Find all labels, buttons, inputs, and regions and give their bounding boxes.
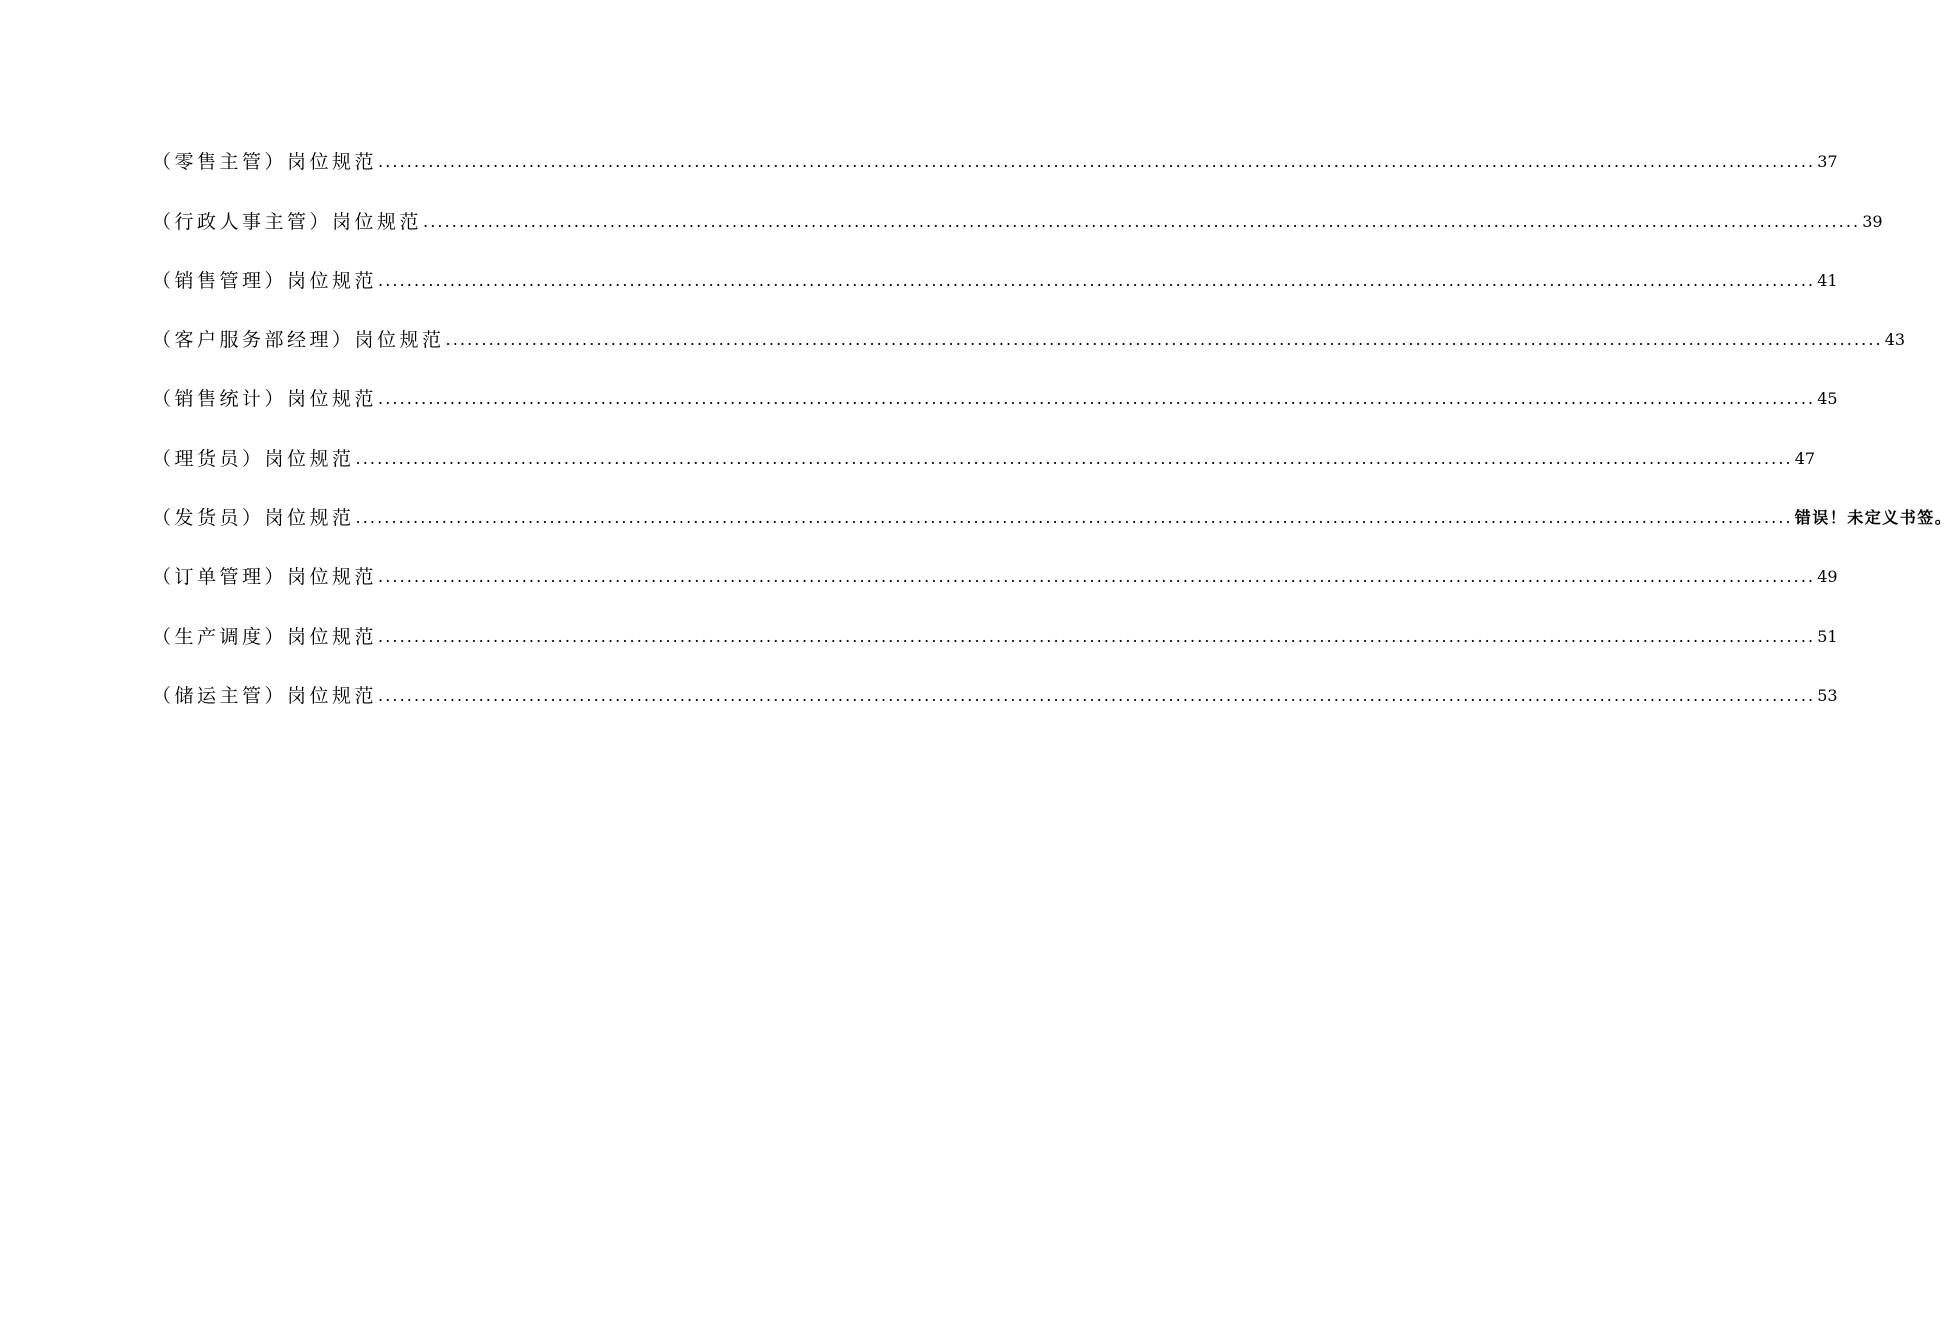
toc-entry-title: （发货员）岗位规范 xyxy=(152,507,355,530)
toc-entry[interactable] xyxy=(152,667,1838,726)
toc-entry[interactable] xyxy=(152,429,1816,488)
toc-dot-leader: ........................................................................................................................................................................................................ xyxy=(378,270,1816,290)
toc-entry-title: （储运主管）岗位规范 xyxy=(152,684,378,707)
toc-entry-title: （销售管理）岗位规范 xyxy=(152,269,378,292)
toc-entry-page: 41 xyxy=(1817,270,1838,290)
toc-entry-page: 39 xyxy=(1862,211,1883,231)
toc-entry-page-error: 错误！未定义书签。 xyxy=(1794,508,1952,528)
toc-entry[interactable] xyxy=(152,252,1838,311)
toc-entry[interactable] xyxy=(152,489,1952,548)
toc-entry[interactable] xyxy=(152,133,1838,192)
toc-entry[interactable] xyxy=(152,607,1838,666)
toc-entry-title: （零售主管）岗位规范 xyxy=(152,151,378,174)
toc-dot-leader: ........................................................................................................................................................................................................ xyxy=(378,152,1816,172)
toc-entry-page: 37 xyxy=(1817,152,1838,172)
toc-entry-page: 53 xyxy=(1817,685,1838,705)
toc-entry-title: （理货员）岗位规范 xyxy=(152,447,355,470)
toc-dot-leader: ........................................................................................................................................................................................................ xyxy=(378,626,1816,646)
toc-entry-page: 43 xyxy=(1884,330,1906,350)
toc-entry-title: （生产调度）岗位规范 xyxy=(152,625,378,648)
toc-entry-page: 49 xyxy=(1817,567,1838,587)
toc-entry-page: 51 xyxy=(1817,626,1838,646)
toc-entry-title: （订单管理）岗位规范 xyxy=(152,566,378,589)
toc-entry[interactable] xyxy=(152,311,1906,370)
toc-entry[interactable] xyxy=(152,370,1838,429)
toc-dot-leader: ........................................................................................................................................................................................................ xyxy=(355,448,1793,468)
toc-dot-leader: ........................................................................................................................................................................................................ xyxy=(355,508,1793,528)
toc-dot-leader: ........................................................................................................................................................................................................ xyxy=(378,389,1816,409)
toc-entry-title: （客户服务部经理）岗位规范 xyxy=(152,329,445,352)
toc-dot-leader: ........................................................................................................................................................................................................ xyxy=(378,567,1816,587)
toc-entry-page: 45 xyxy=(1817,389,1838,409)
toc-dot-leader: ........................................................................................................................................................................................................ xyxy=(378,685,1816,705)
toc-entry-title: （销售统计）岗位规范 xyxy=(152,388,378,411)
toc-entry[interactable] xyxy=(152,192,1883,251)
toc-entry[interactable] xyxy=(152,548,1838,607)
toc-entry-title: （行政人事主管）岗位规范 xyxy=(152,210,423,233)
toc-entry-page: 47 xyxy=(1794,448,1816,468)
toc-dot-leader: ........................................................................................................................................................................................................ xyxy=(445,330,1883,350)
toc-dot-leader: ........................................................................................................................................................................................................ xyxy=(423,211,1861,231)
table-of-contents xyxy=(152,133,1952,726)
